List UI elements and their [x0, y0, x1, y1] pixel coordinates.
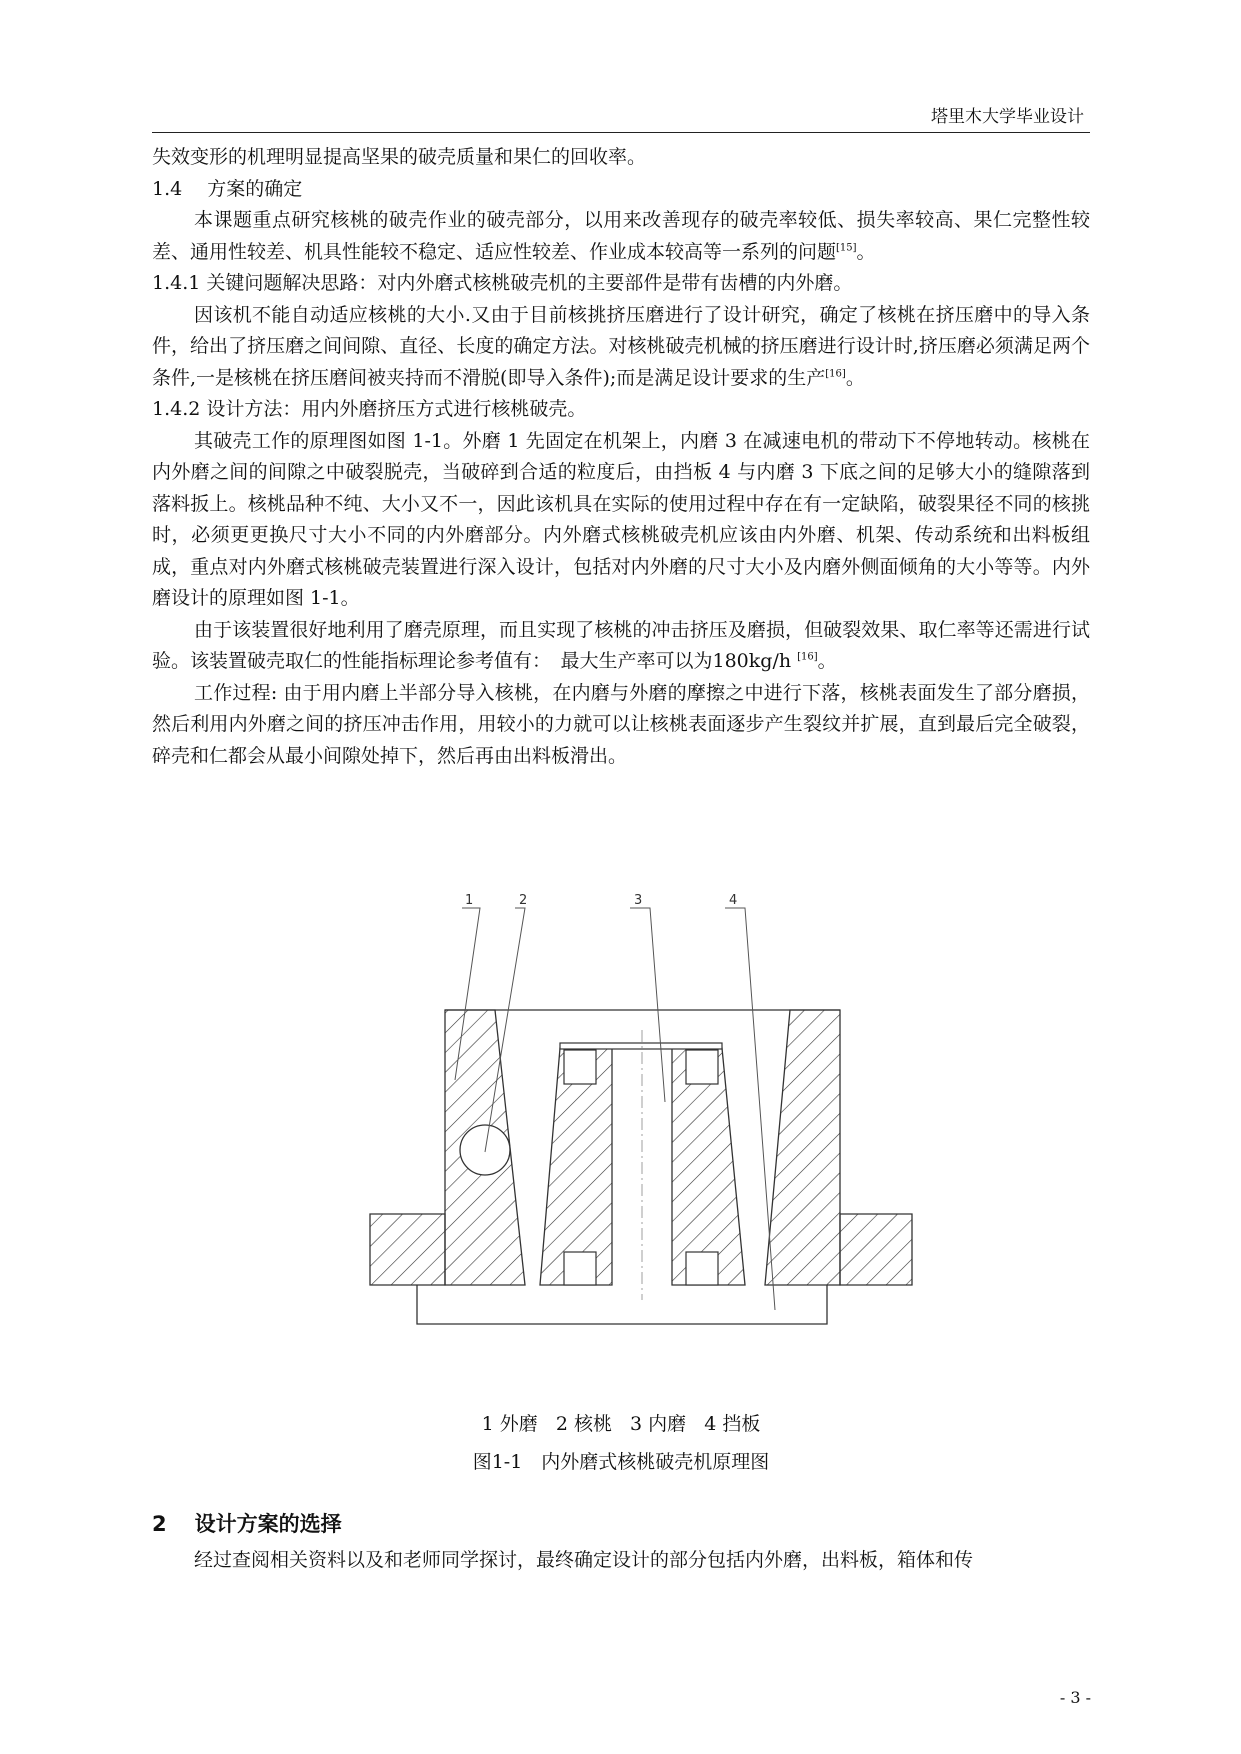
key-slot	[564, 1252, 596, 1285]
callout-2: 2	[519, 893, 528, 908]
outer-grinder-left-flange	[370, 1214, 445, 1285]
paragraph: 经过查阅相关资料以及和老师同学探讨，最终确定设计的部分包括内外磨，出料板，箱体和传	[194, 1549, 974, 1571]
citation: [16]	[797, 651, 818, 663]
body-text	[152, 142, 1090, 772]
section-heading	[152, 1508, 342, 1538]
section-title: 设计方案的选择	[194, 1512, 342, 1536]
figure-caption: 图1-1 内外磨式核桃破壳机原理图	[472, 1451, 770, 1473]
paragraph: 本课题重点研究核桃的破壳作业的破壳部分，以用来改善现存的破壳率较低、损失率较高、果仁完整性较差、通用性较差、机具性能较不稳定、适应性较差、作业成本较高等一系列的问题[15]。	[152, 209, 1090, 263]
key-slot	[564, 1050, 596, 1084]
paragraph: 失效变形的机理明显提高坚果的破壳质量和果仁的回收率。	[152, 146, 647, 168]
page-header	[152, 100, 1090, 133]
outer-grinder-right-flange	[840, 1214, 912, 1285]
key-slot	[686, 1252, 718, 1285]
paragraph: 因该机不能自动适应核桃的大小.又由于目前核挑挤压磨进行了设计研究，确定了核桃在挤压磨中的导入条件，给出了挤压磨之间间隙、直径、长度的确定方法。对核桃破壳机械的挤压磨进行设计时,挤压磨必须满足两个条件,一是核桃在挤压磨间被夹持而不滑脱(即导入条件);而是满足设计要求的生产[16]。	[152, 303, 1090, 389]
baffle-plate	[417, 1285, 827, 1324]
key-slot	[686, 1050, 718, 1084]
machine-drawing	[360, 880, 920, 1360]
callout-3: 3	[634, 893, 643, 908]
principle-diagram	[360, 880, 920, 1360]
callout-1: 1	[465, 893, 474, 908]
callout-4: 4	[729, 893, 738, 908]
legend-item: 2 核桃	[555, 1413, 612, 1435]
legend-item: 3 内磨	[630, 1413, 687, 1435]
legend-item: 4 挡板	[704, 1413, 761, 1435]
subsection-heading: 1.4.1 关键问题解决思路：对内外磨式核桃破壳机的主要部件是带有齿槽的内外磨。	[152, 272, 853, 294]
inner-grinder-top	[560, 1043, 722, 1049]
citation: [15]	[836, 242, 857, 254]
subsection-heading: 1.4 方案的确定	[152, 177, 303, 200]
legend-item: 1 外磨	[481, 1413, 538, 1435]
paragraph: 工作过程: 由于用内磨上半部分导入核桃，在内磨与外磨的摩擦之中进行下落，核桃表面发生了部分磨损，然后利用内外磨之间的挤压冲击作用，用较小的力就可以让核桃表面逐步产生裂纹并扩展，直到最后完全破裂，碎壳和仁都会从最小间隙处掉下，然后再由出料板滑出。	[152, 681, 1090, 767]
paragraph: 其破壳工作的原理图如图 1-1。外磨 1 先固定在机架上，内磨 3 在减速电机的带动下不停地转动。核桃在内外磨之间的间隙之中破裂脱壳，当破碎到合适的粒度后，由挡板 4 与内磨 3 下底之间的足够大小的缝隙落到落料扳上。核桃品种不纯、大小又不一，因此该机具在实际的使用过程中存在有一定缺陷，破裂果径不同的核挑时，必须更更换尺寸大小不同的内外磨部分。内外磨式核桃破壳机应该由内外磨、机架、传动系统和出料板组成，重点对内外磨式核桃破壳装置进行深入设计，包括对内外磨的尺寸大小及内磨外侧面倾角的大小等等。内外磨设计的原理如图 1-1。	[152, 429, 1090, 609]
subsection-heading: 1.4.2 设计方法：用内外磨挤压方式进行核桃破壳。	[152, 398, 587, 420]
paragraph: 由于该装置很好地利用了磨壳原理，而且实现了核桃的冲击挤压及磨损，但破裂效果、取仁率等还需进行试验。该装置破壳取仁的性能指标理论参考值有： 最大生产率可以为180kg/h [16]。	[152, 618, 1090, 672]
section-number: 2	[152, 1512, 167, 1536]
figure-legend	[152, 1409, 1090, 1436]
citation: [16]	[825, 368, 846, 380]
header-title: 塔里木大学毕业设计	[931, 107, 1084, 127]
page-number: - 3 -	[1059, 1688, 1091, 1707]
outer-grinder-right	[765, 1010, 840, 1285]
